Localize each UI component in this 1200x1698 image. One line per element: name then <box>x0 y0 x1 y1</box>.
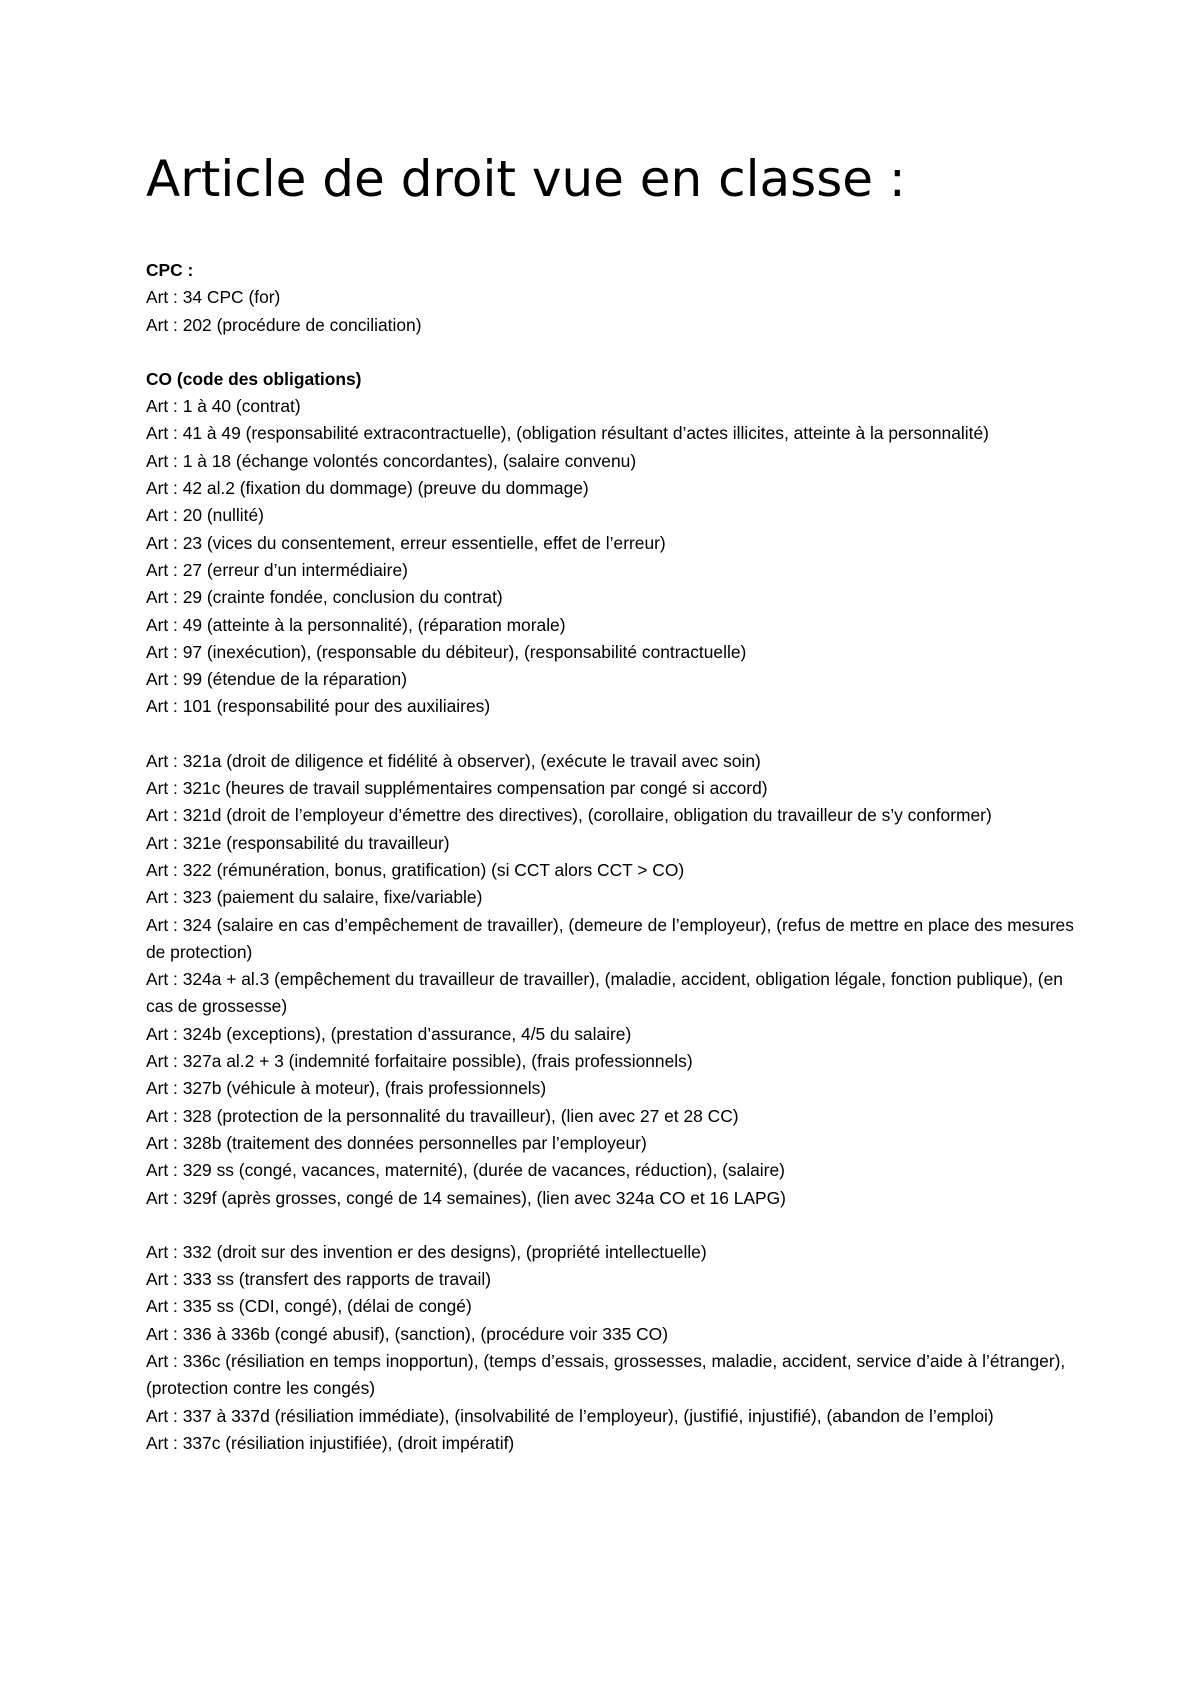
section-cpc <box>146 257 1086 339</box>
title-spacer <box>146 210 1086 257</box>
article-line: Art : 321a (droit de diligence et fidélité à observer), (exécute le travail avec soin) <box>146 750 761 771</box>
section-co <box>146 366 1086 721</box>
article-line: Art : 1 à 18 (échange volontés concordantes), (salaire convenu) <box>146 450 637 471</box>
article-line: Art : 327a al.2 + 3 (indemnité forfaitaire possible), (frais professionnels) <box>146 1051 693 1072</box>
article-line: Art : 327b (véhicule à moteur), (frais professionnels) <box>146 1078 547 1099</box>
article-line: Art : 335 ss (CDI, congé), (délai de congé) <box>146 1296 472 1317</box>
article-line: Art : 333 ss (transfert des rapports de travail) <box>146 1269 492 1290</box>
section-heading-co: CO (code des obligations) <box>146 368 362 389</box>
article-line: Art : 337c (résiliation injustifiée), (droit impératif) <box>146 1432 515 1453</box>
section-heading-cpc: CPC : <box>146 260 194 280</box>
article-line: Art : 99 (étendue de la réparation) <box>146 669 408 690</box>
section-termination <box>146 1239 1086 1457</box>
section-work-contract <box>146 748 1086 1212</box>
article-line: Art : 323 (paiement du salaire, fixe/variable) <box>146 887 483 908</box>
article-line: Art : 321e (responsabilité du travailleur) <box>146 832 450 853</box>
document-title: Article de droit vue en classe : <box>146 150 906 208</box>
document-body <box>146 148 1086 1457</box>
article-line: Art : 1 à 40 (contrat) <box>146 396 301 417</box>
article-line: Art : 337 à 337d (résiliation immédiate), (insolvabilité de l’employeur), (justifié, injustifié), (abandon de l’emploi) <box>146 1405 994 1426</box>
article-line: Art : 321d (droit de l’employeur d’émettre des directives), (corollaire, obligation du travailleur de s’y conformer) <box>146 805 992 826</box>
article-line: Art : 328 (protection de la personnalité du travailleur), (lien avec 27 et 28 CC) <box>146 1105 739 1126</box>
article-line: Art : 324b (exceptions), (prestation d’assurance, 4/5 du salaire) <box>146 1023 632 1044</box>
article-line: Art : 336 à 336b (congé abusif), (sanction), (procédure voir 335 CO) <box>146 1323 668 1344</box>
article-line: Art : 27 (erreur d’un intermédiaire) <box>146 559 408 580</box>
article-line: Art : 20 (nullité) <box>146 505 264 526</box>
article-line: Art : 34 CPC (for) <box>146 287 281 308</box>
article-line: Art : 202 (procédure de conciliation) <box>146 314 422 335</box>
article-line: Art : 328b (traitement des données personnelles par l’employeur) <box>146 1132 647 1153</box>
article-line: Art : 42 al.2 (fixation du dommage) (preuve du dommage) <box>146 478 589 499</box>
article-line: Art : 321c (heures de travail supplémentaires compensation par congé si accord) <box>146 778 768 799</box>
article-line: Art : 101 (responsabilité pour des auxiliaires) <box>146 696 491 717</box>
article-line: Art : 336c (résiliation en temps inopportun), (temps d’essais, grossesses, maladie, accident, service d’aide à l’étranger), (protection contre les congés) <box>146 1350 1066 1399</box>
article-line: Art : 329f (après grosses, congé de 14 semaines), (lien avec 324a CO et 16 LAPG) <box>146 1187 786 1208</box>
article-line: Art : 23 (vices du consentement, erreur essentielle, effet de l’erreur) <box>146 532 666 553</box>
article-line: Art : 97 (inexécution), (responsable du débiteur), (responsabilité contractuelle) <box>146 641 747 662</box>
article-line: Art : 332 (droit sur des invention er des designs), (propriété intellectuelle) <box>146 1241 707 1262</box>
article-line: Art : 29 (crainte fondée, conclusion du contrat) <box>146 587 503 608</box>
article-line: Art : 329 ss (congé, vacances, maternité), (durée de vacances, réduction), (salaire) <box>146 1160 785 1181</box>
article-line: Art : 324 (salaire en cas d’empêchement de travailler), (demeure de l’employeur), (refus de mettre en place des mesures de protection) <box>146 914 1074 962</box>
article-line: Art : 49 (atteinte à la personnalité), (réparation morale) <box>146 614 566 635</box>
article-line: Art : 41 à 49 (responsabilité extracontractuelle), (obligation résultant d’actes illicites, atteinte à la personnalité) <box>146 423 989 444</box>
article-line: Art : 324a + al.3 (empêchement du travailleur de travailler), (maladie, accident, obligation légale, fonction publique), (en cas de grossesse) <box>146 969 1063 1017</box>
article-line: Art : 322 (rémunération, bonus, gratification) (si CCT alors CCT > CO) <box>146 859 685 880</box>
